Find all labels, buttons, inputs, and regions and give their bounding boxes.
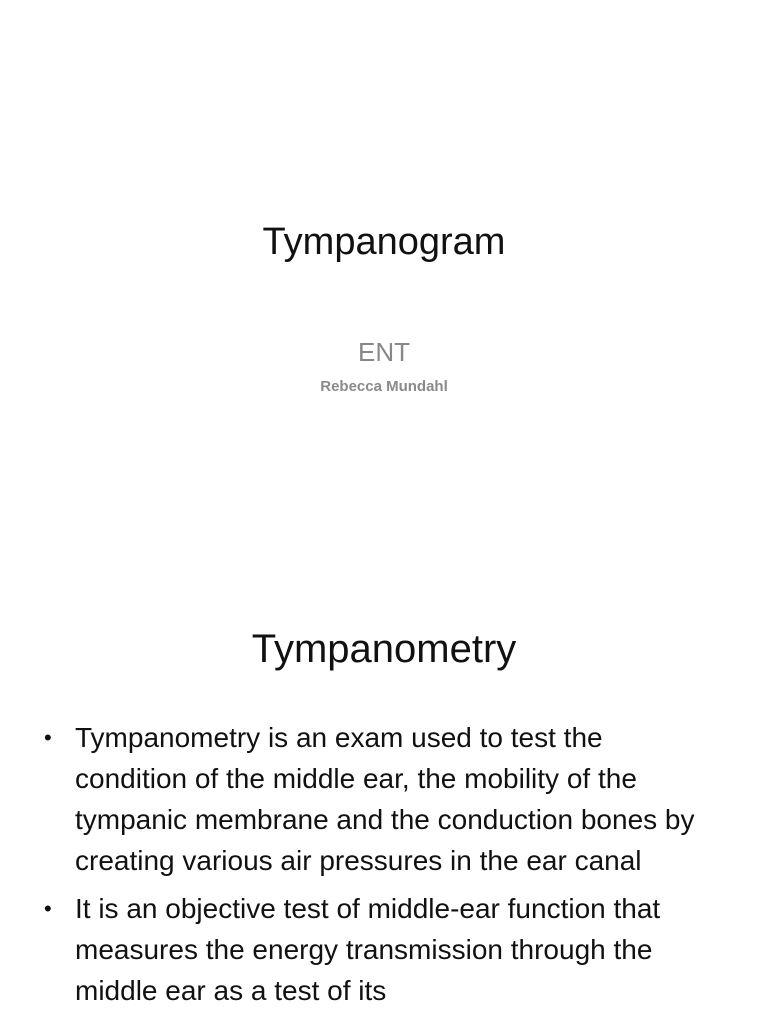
bullet-text: It is an objective test of middle-ear function that measures the energy transmission through the middle ear as a test of its bbox=[75, 893, 661, 1006]
bullet-icon: • bbox=[44, 896, 52, 921]
bullet-list bbox=[40, 717, 720, 1018]
slide-title: Tympanometry bbox=[251, 627, 517, 671]
list-item bbox=[40, 888, 720, 1011]
bullet-icon: • bbox=[44, 725, 52, 750]
bullet-text: Tympanometry is an exam used to test the condition of the middle ear, the mobility of the tympanic membrane and the conduction bones by creating various air pressures in the ear canal bbox=[75, 722, 695, 876]
list-item bbox=[40, 717, 720, 881]
slide-title: Tympanogram bbox=[262, 221, 506, 263]
content-slide bbox=[0, 576, 768, 1024]
slide-subtitle: ENT bbox=[358, 337, 410, 367]
author-name: Rebecca Mundahl bbox=[320, 378, 448, 395]
